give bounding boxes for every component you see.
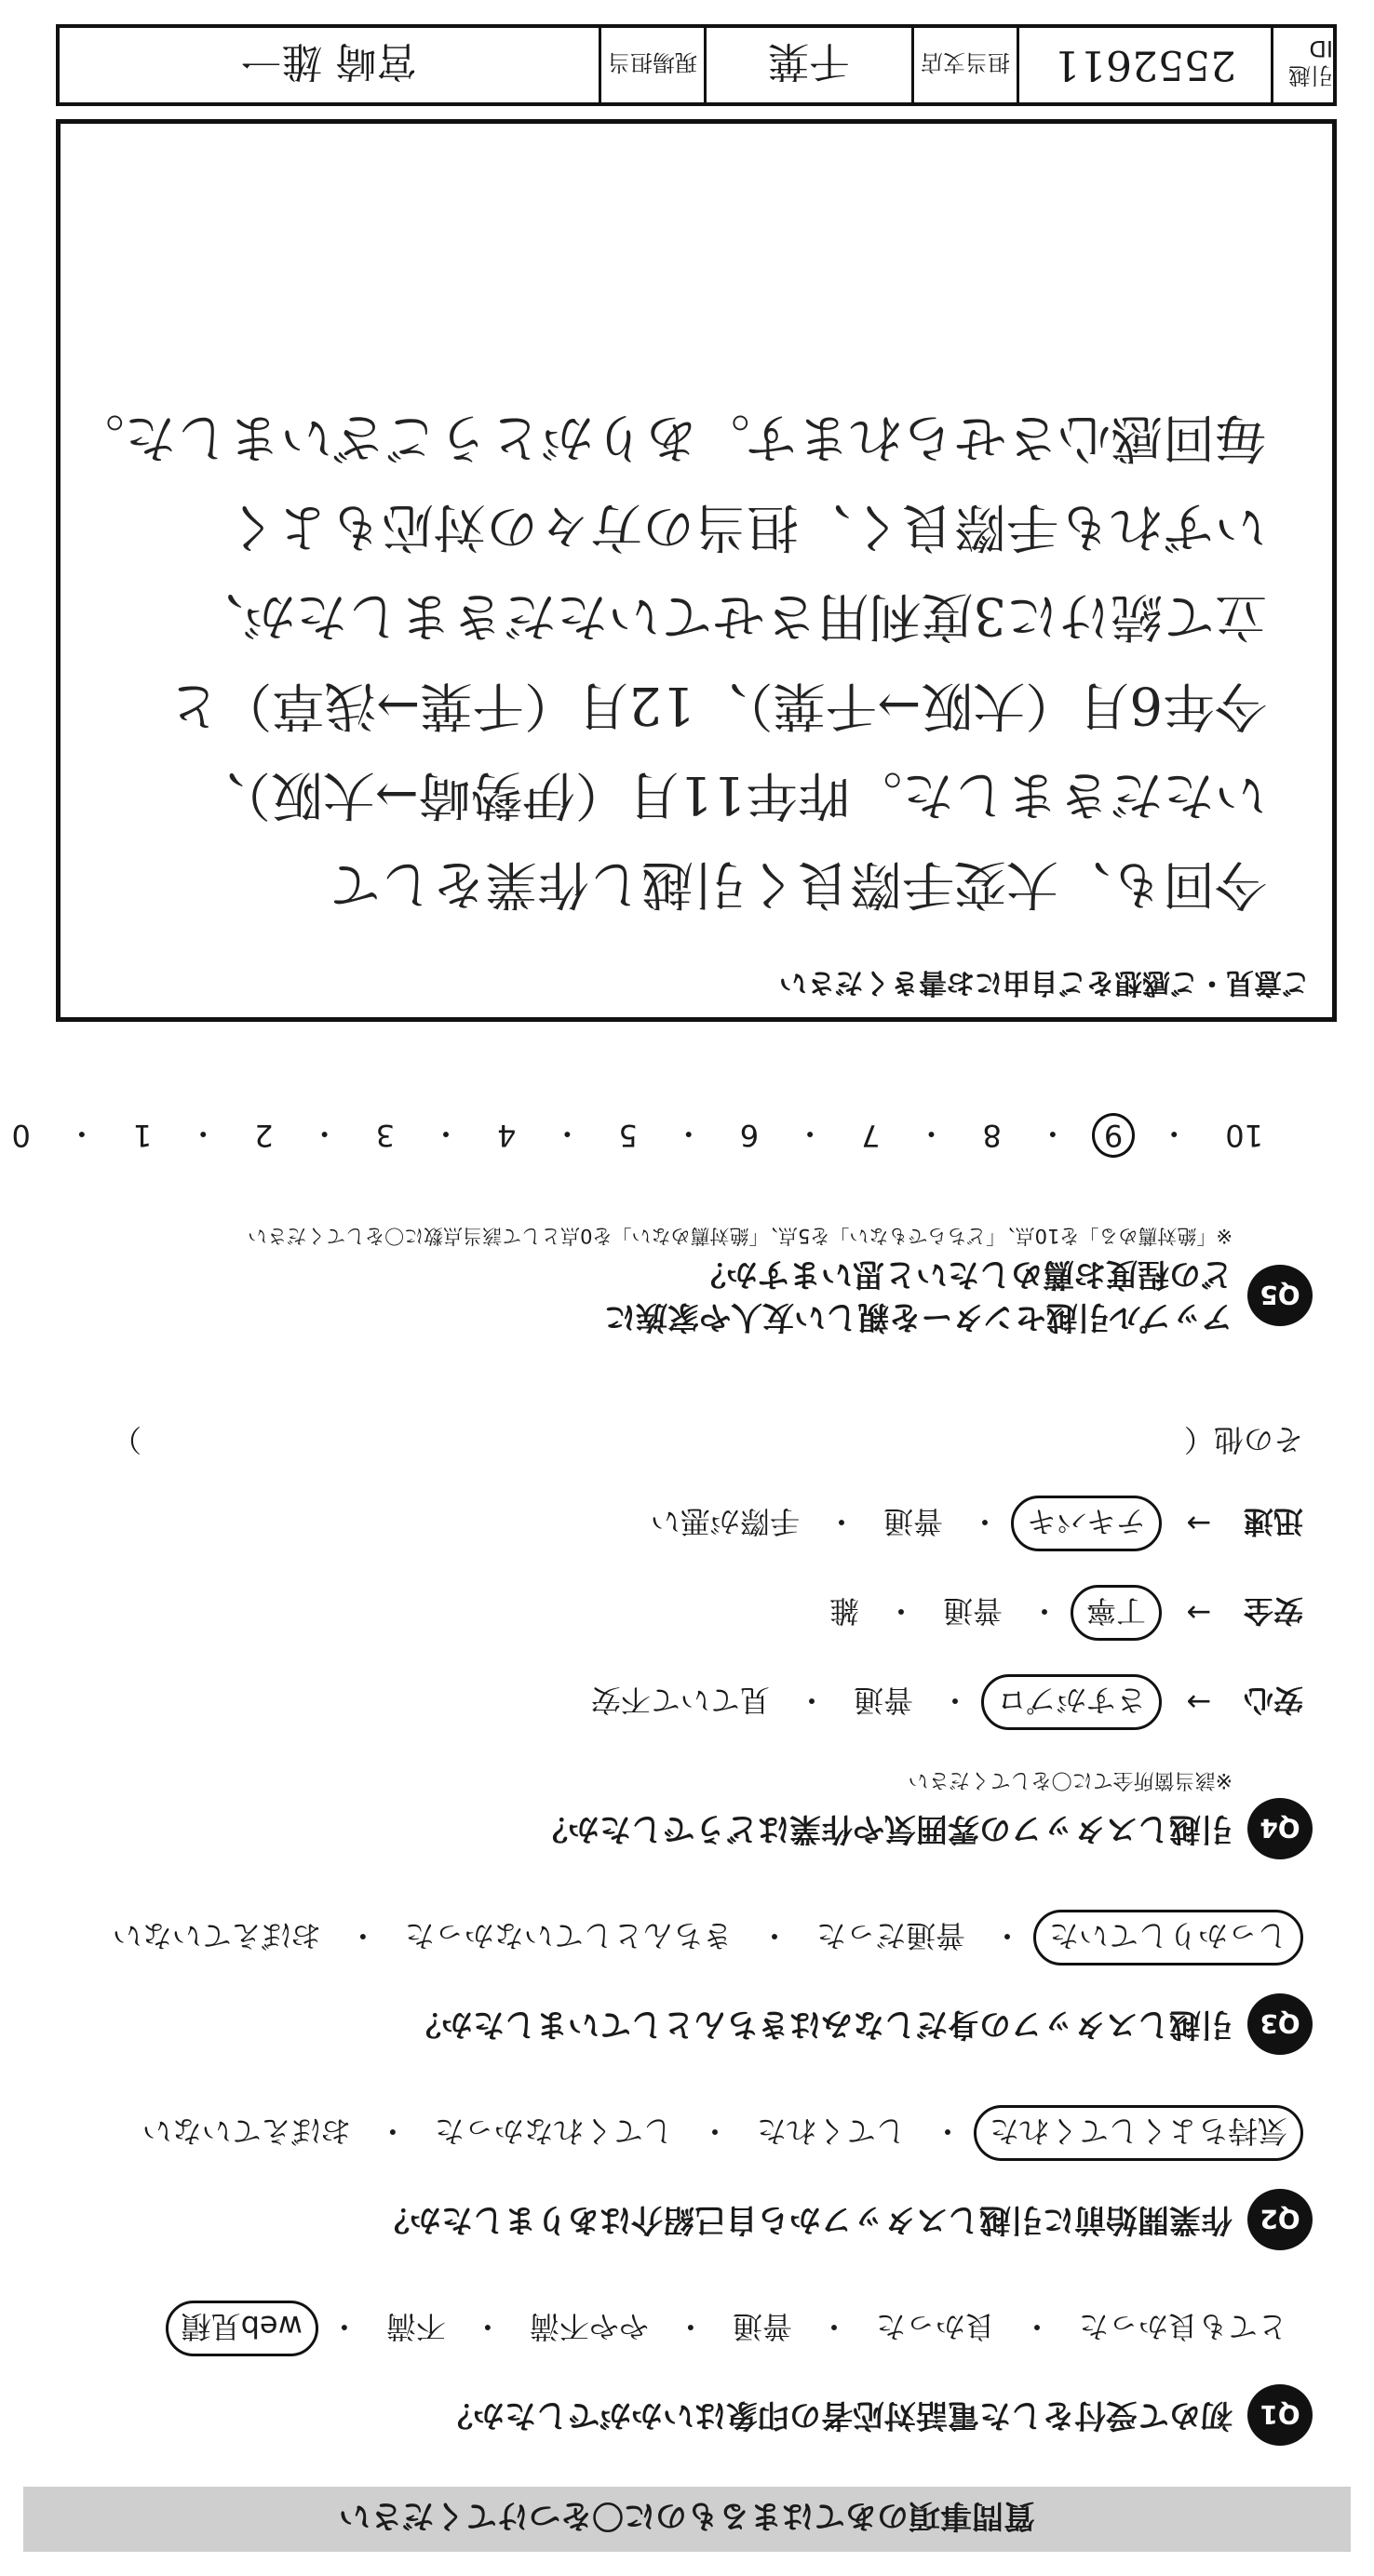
id-value: 2552611 [1017,28,1271,102]
arrow-right-icon: → [1186,1684,1212,1720]
id-label: 引越ID [1271,28,1333,102]
q5-badge: Q5 [1247,1265,1313,1326]
q2-option[interactable]: おぼえていない [141,2113,351,2149]
q5-score[interactable]: 3 [375,1118,396,1153]
q1-option[interactable]: やや不満 [529,2309,649,2344]
q5-text-line1: アップル引越センターを親しい友人や家族に [604,1298,1233,1335]
staff-label: 現場担当 [599,28,704,102]
q2-options: 気持ちよくしてくれた ・ してくれた ・ してくれなかった ・ おぼえていない [127,2105,1303,2161]
q3-option[interactable]: おぼえていない [112,1918,321,1953]
comment-line: 今回も、大変手際良く引越し作業をして [329,853,1267,914]
q3-option-selected[interactable]: しっかりしていた [1033,1910,1303,1966]
q4-note: ※該当箇所全てに〇をしてください [908,1768,1233,1791]
q1-badge: Q1 [1247,2384,1313,2446]
q4-option[interactable]: 雑 [828,1593,859,1629]
q5-score[interactable]: 8 [982,1118,1002,1153]
q2-option-selected[interactable]: 気持ちよくしてくれた [974,2105,1303,2161]
q3-badge: Q3 [1247,1993,1313,2055]
q1-option[interactable]: 良かった [875,2309,995,2344]
q5-score[interactable]: 5 [618,1118,638,1153]
q4-row-label: 安全 [1243,1593,1303,1629]
branch-label: 担当支店 [911,28,1017,102]
question-3 [97,1910,1313,2055]
q5-score[interactable]: 2 [254,1118,274,1153]
q5-score-selected[interactable]: 9 [1092,1113,1135,1158]
comment-line: いずれも手際良く、担当の方々の対応もよく [225,496,1267,557]
q4-option-selected[interactable]: テキパキ [1011,1496,1162,1551]
instruction-bar [23,2487,1351,2552]
q1-options: とても良かった ・ 良かった ・ 普通 ・ やや不満 ・ 不満 ・ web見積 [166,2301,1303,2356]
arrow-right-icon: → [1186,1595,1212,1630]
q4-option-selected[interactable]: 丁寧 [1071,1585,1162,1641]
q4-rows [112,1404,1303,1747]
q1-text: 初めて受付をした電話対応者の印象はいかがでしたか？ [441,2396,1233,2434]
q4-other [112,1404,1303,1479]
q4-row-anshin: 安心 → さすがプロ ・ 普通 ・ 見ていて不安 [112,1657,1303,1747]
q4-option-selected[interactable]: さすがプロ [981,1674,1162,1730]
comment-line: 立て続けに3度利用させていただきましたが、 [191,585,1267,646]
q5-score[interactable]: 6 [739,1118,760,1153]
q1-option[interactable]: とても良かった [1078,2309,1287,2344]
q4-option[interactable]: 普通 [882,1504,943,1539]
arrow-right-icon: → [1186,1506,1212,1541]
question-2 [127,2105,1313,2250]
q5-score[interactable]: 4 [497,1118,517,1153]
question-5 [0,1113,1313,1338]
q4-option[interactable]: 普通 [942,1593,1003,1629]
q3-text: 引越しスタッフの身だしなみはきちんとしていましたか？ [410,2006,1233,2043]
comments-handwriting[interactable] [72,392,1267,928]
q4-other-close: ） [111,1422,141,1457]
q5-score[interactable]: 0 [11,1118,31,1153]
comments-title: ご意見・ご感想をご自由にお書きください [779,966,1310,999]
q1-option-selected[interactable]: web見積 [166,2301,318,2356]
question-4 [112,1404,1313,1859]
q4-text: 引越しスタッフの雰囲気や作業はどうでしたか？ [536,1810,1233,1847]
q2-option[interactable]: してくれた [756,2113,906,2149]
comment-line: 毎回感心させられます。ありがとうございました。 [72,407,1267,467]
q4-option[interactable]: 手際が悪い [650,1504,800,1539]
q4-badge: Q4 [1247,1798,1313,1859]
q4-row-label: 迅速 [1243,1504,1303,1539]
q2-text: 作業開始前に引越しスタッフから自己紹介はありましたか？ [378,2201,1233,2238]
q4-other-label: その他（ [1183,1422,1303,1457]
q4-row-label: 安心 [1243,1683,1303,1718]
q3-option[interactable]: きちんとしていなかった [404,1918,733,1953]
q5-score[interactable]: 10 [1225,1118,1263,1153]
q2-badge: Q2 [1247,2189,1313,2250]
q4-row-jinsoku: 迅速 → テキパキ ・ 普通 ・ 手際が悪い [112,1479,1303,1568]
q1-option[interactable]: 不満 [385,2309,446,2344]
q2-option[interactable]: してくれなかった [434,2113,673,2149]
staff-value: 宮崎 雄一 [240,37,418,85]
q1-option[interactable]: 普通 [732,2309,792,2344]
q4-option[interactable]: 普通 [853,1683,913,1718]
question-1 [166,2301,1313,2446]
comment-line: いただきました。昨年11月（伊勢崎→大阪）、 [192,764,1267,825]
comment-line: 今年6月（大阪→千葉）、12月（千葉→浅草）と [168,675,1267,735]
comments-box [56,119,1337,1022]
q5-score[interactable]: 1 [132,1118,153,1153]
q3-options: しっかりしていた ・ 普通だった ・ きちんとしていなかった ・ おぼえていない [97,1910,1303,1966]
q5-note: ※「絶対薦める」を10点、「どちらでもない」を5点、「絶対薦めない」を0点として該当点数に〇をしてください [248,1225,1233,1247]
branch-value: 千葉 [704,28,911,102]
id-bar [56,24,1337,106]
q3-option[interactable]: 普通だった [815,1918,965,1953]
instruction-text: 質問事項のあてはまるものに〇をつけてください [339,2497,1035,2535]
q5-score[interactable]: 7 [861,1118,881,1153]
q5-scale: 10 ・ 9 ・ 8 ・ 7 ・ 6 ・ 5 ・ 4 ・ 3 ・ 2 ・ 1 ・ 0 [0,1113,1275,1158]
q4-option[interactable]: 見ていて不安 [590,1683,770,1718]
q5-text-line2: どの程度お薦めしたいと思いますか？ [694,1255,1233,1293]
q4-row-anzen: 安全 → 丁寧 ・ 普通 ・ 雑 [112,1568,1303,1657]
